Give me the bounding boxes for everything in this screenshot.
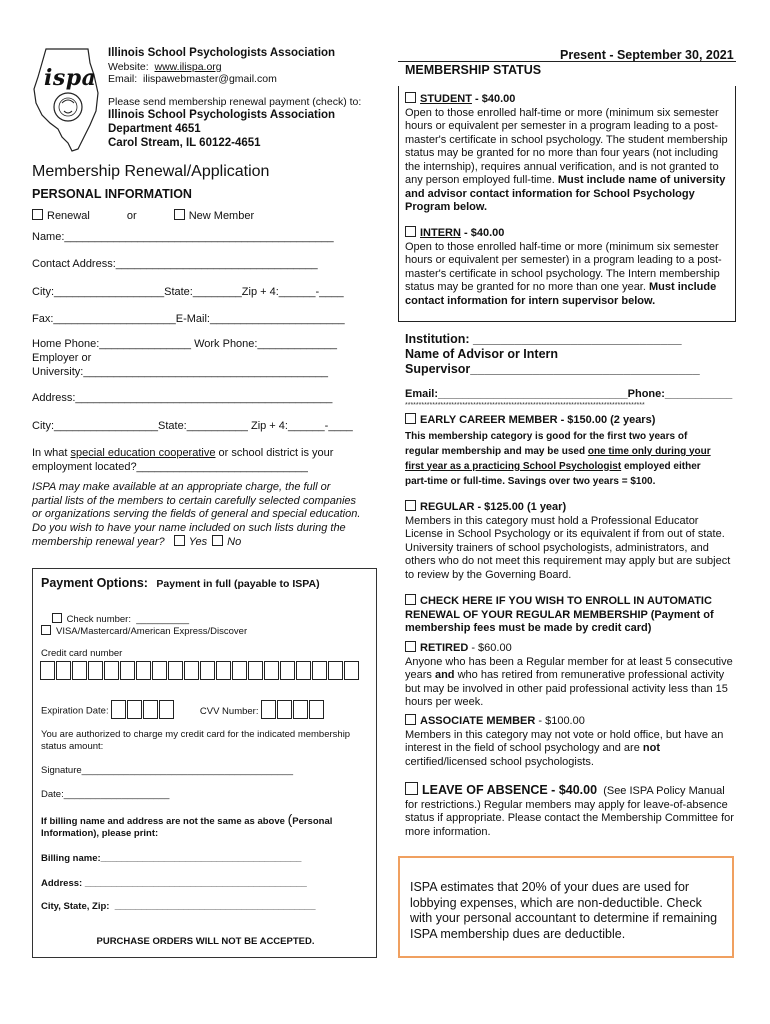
po-note: PURCHASE ORDERS WILL NOT BE ACCEPTED. (96, 936, 315, 947)
intern-checkbox[interactable] (405, 226, 416, 237)
student-checkbox[interactable] (405, 92, 416, 103)
credit-card-row: VISA/Mastercard/American Express/Discover (41, 625, 247, 638)
renewal-checkbox[interactable] (32, 209, 43, 220)
expiration-boxes[interactable] (111, 711, 175, 722)
cc-number-boxes[interactable] (40, 661, 360, 685)
mail-address-name: Illinois School Psychologists Association (108, 109, 336, 121)
billing-name-field[interactable]: Billing name:______________________________________ (41, 853, 302, 864)
retired-section: RETIRED - $60.00 Anyone who has been a Regular member for at least 5 consecutive years and who has retired from remunerative professional activity but may be involved in other paid professional activity less than 15 hours per week. (405, 642, 733, 708)
mail-address-city: Carol Stream, IL 60122-4651 (108, 137, 261, 149)
contact-address-field[interactable]: Contact Address:_________________________________ (32, 258, 318, 270)
date-field[interactable]: Date:____________________ (41, 789, 170, 800)
regular-section: REGULAR - $125.00 (1 year) Members in this category must hold a Professional Educator License in School Psychology or its equivalent if from out of state. University trainers of school psychologists, administrators, and others who do not meet this requirement may apply but are subject to review by the Governing Board. (405, 501, 731, 581)
supervisor-field[interactable]: Supervisor_________________________________ (405, 362, 700, 376)
check-number-checkbox[interactable] (52, 613, 62, 623)
associate-checkbox[interactable] (405, 714, 416, 725)
leave-section: LEAVE OF ABSENCE - $40.00 (See ISPA Policy Manual for restrictions.) Regular members may apply for leave-of-absence status if appropriate. Please contact the Membership Committee for more information. (405, 783, 734, 838)
university-field[interactable]: University:________________________________________ (32, 366, 329, 378)
logo (28, 45, 103, 155)
city-state-zip-field[interactable]: City:__________________State:________Zip + 4:______-____ (32, 286, 344, 298)
logo-text: ispa (44, 65, 97, 91)
associate-section: ASSOCIATE MEMBER - $100.00 Members in this category may not vote or hold office, but have an interest in the field of school psychology and are not certified/licensed school psychologists. (405, 715, 724, 768)
header-rule (398, 61, 736, 62)
leave-checkbox[interactable] (405, 782, 418, 795)
auto-renew-section: CHECK HERE IF YOU WISH TO ENROLL IN AUTOMATIC RENEWAL OF YOUR REGULAR MEMBERSHIP (Payment of membership fees must be made by credit card) (405, 595, 714, 634)
mailing-lists-question: ISPA may make available at an appropriate charge, the full or partial lists of the members to certain carefully selected companies or organizations serving the fields of general and special education. Do you wish to have your name included on such lists during the membership renewal year? Yes No (32, 481, 361, 548)
coop-question: In what special education cooperative or school district is your (32, 447, 334, 459)
email-link[interactable]: ilispawebmaster@gmail.com (143, 73, 277, 85)
send-payment-text: Please send membership renewal payment (check) to: (108, 96, 362, 108)
retired-checkbox[interactable] (405, 641, 416, 652)
no-checkbox[interactable] (212, 535, 223, 546)
institution-field[interactable]: Institution: ______________________________ (405, 332, 682, 346)
form-title: Membership Renewal/Application (32, 163, 270, 180)
website-link[interactable]: www.ilispa.org (154, 61, 222, 73)
fax-email-field[interactable]: Fax:____________________E-Mail:______________________ (32, 313, 345, 325)
new-member-checkbox[interactable] (174, 209, 185, 220)
star-divider: **************************************************************************************** (405, 402, 645, 409)
payment-subtitle: Payment in full (payable to ISPA) (156, 578, 320, 590)
renewal-row: Renewal or New Member (32, 209, 254, 224)
payment-options-box (32, 568, 377, 958)
website-line: Website: www.ilispa.org (108, 61, 222, 73)
membership-status-heading: MEMBERSHIP STATUS (405, 63, 542, 77)
billing-city-field[interactable]: City, State, Zip: ______________________________________ (41, 901, 316, 912)
intern-section: INTERN - $40.00 Open to those enrolled half-time or more (minimum six semester hours or equivalent per semester) in a program leading to a post- master's certificate in school psychology. The Intern membership status may be granted for no more than one year. Must include contact information for intern supervisor below. (405, 227, 722, 307)
personal-heading: PERSONAL INFORMATION (32, 187, 192, 201)
authorize-text: You are authorized to charge my credit card for the indicated membership status amount: (41, 729, 351, 752)
regular-checkbox[interactable] (405, 500, 416, 511)
yes-checkbox[interactable] (174, 535, 185, 546)
billing-note: If billing name and address are not the same as above (Personal Information), please print: (41, 811, 333, 839)
advisor-label: Name of Advisor or Intern (405, 347, 559, 361)
auto-renew-checkbox[interactable] (405, 594, 416, 605)
student-section: STUDENT - $40.00 Open to those enrolled half-time or more (minimum six semester hours or equivalent per semester in a program leading to a post-master's certificate in school psychology. The student membership status may be granted for no more than four years (not including the internship), requires annual verification, and is not granted to any person employed full-time. Must include name of university and advisor contact information for School Psychology Program below. (405, 93, 728, 213)
coop-field[interactable]: employment located?____________________________ (32, 461, 308, 473)
org-name: Illinois School Psychologists Association (108, 47, 336, 59)
employer-city-field[interactable]: City:_________________State:__________ Zip + 4:______-____ (32, 420, 353, 432)
payment-title: Payment Options: (41, 576, 148, 590)
early-career-checkbox[interactable] (405, 413, 416, 424)
signature-field[interactable]: Signature________________________________________ (41, 765, 294, 776)
illinois-map-icon (28, 45, 103, 155)
cvv-boxes[interactable] (261, 711, 325, 722)
name-field[interactable]: Name:____________________________________________ (32, 231, 334, 243)
billing-address-field[interactable]: Address: __________________________________________ (41, 878, 307, 889)
employer-address-field[interactable]: Address:__________________________________________ (32, 392, 333, 404)
early-career-section: EARLY CAREER MEMBER - $150.00 (2 years) This membership category is good for the first two years of regular membership and may be used one time only during your first year as a practicing School Psychologist employed either part-time or full-time. Savings over two years = $100. (405, 414, 711, 487)
mail-address-dept: Department 4651 (108, 123, 201, 135)
expiration-row: Expiration Date: CVV Number: (41, 700, 325, 723)
credit-card-checkbox[interactable] (41, 625, 51, 635)
employer-label: Employer or (32, 352, 92, 364)
ispa-dues-note: ISPA estimates that 20% of your dues are used for lobbying expenses, which are non-deductible. Check with your personal accountant to determine if remaining ISPA membership dues are deductible. (398, 856, 734, 958)
cc-label: Credit card number (41, 648, 123, 659)
payment-title-row (41, 574, 320, 592)
email-line: Email: ilispawebmaster@gmail.com (108, 73, 277, 85)
membership-period: Present - September 30, 2021 (560, 48, 734, 62)
email-phone-field[interactable]: Email:_______________________________Phone:___________ (405, 388, 733, 400)
phone-field[interactable]: Home Phone:_______________ Work Phone:_____________ (32, 338, 337, 350)
check-number-row: Check number: __________ (41, 601, 189, 638)
